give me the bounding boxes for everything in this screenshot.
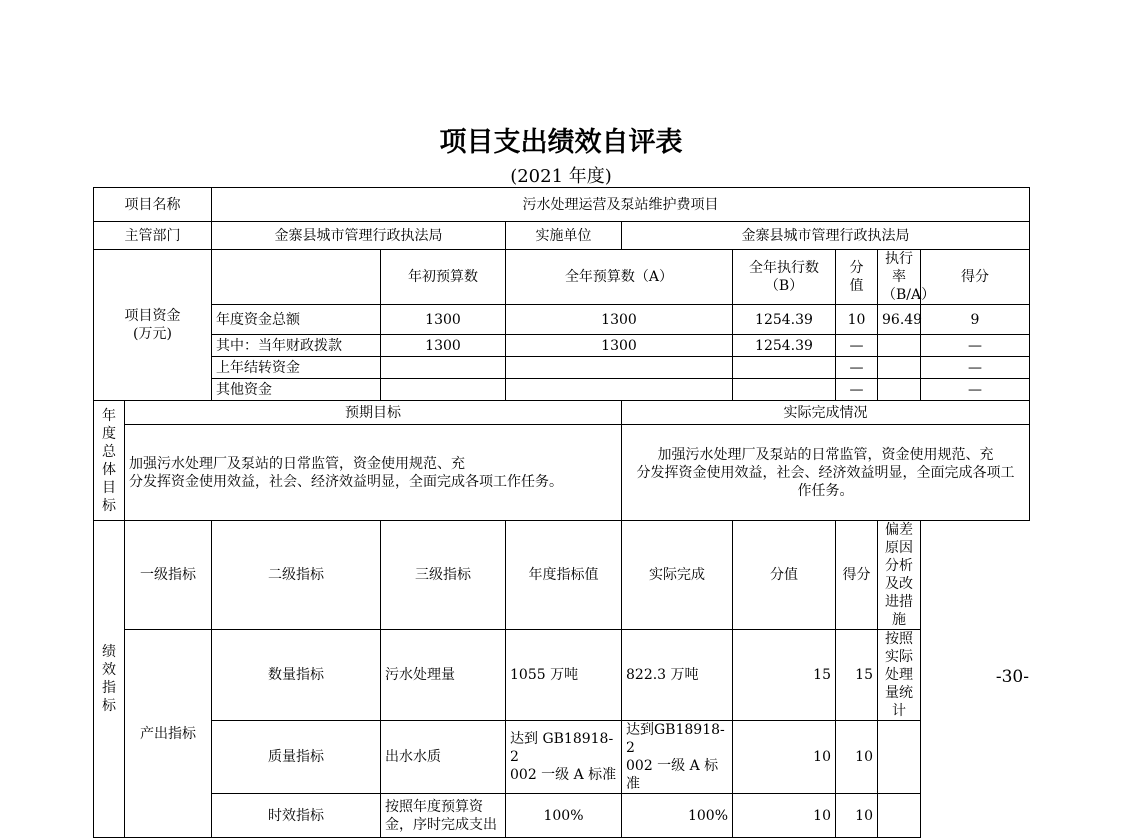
funds-header-executed (733, 250, 836, 305)
funds-row-executed: 1254.39 (733, 335, 836, 357)
indicator-header-score: 得分 (836, 521, 878, 630)
funds-row-annual (506, 379, 733, 401)
funds-label-unit: (万元) (133, 326, 172, 342)
indicator-row (94, 794, 1030, 838)
funds-row-rate (878, 335, 921, 357)
funds-row-score: — (921, 335, 1030, 357)
indicator-header-level1: 一级指标 (125, 521, 212, 630)
goal-side-label: 年 度 总 体 目 标 (94, 401, 125, 521)
funds-header-rate (878, 250, 936, 305)
funds-row-annual (506, 357, 733, 379)
funds-row-rate (878, 379, 921, 401)
indicator-score-value: 15 (733, 630, 836, 721)
funds-row-name: 上年结转资金 (212, 357, 381, 379)
funds-row-rate (878, 357, 921, 379)
indicator-header-score-value: 分值 (733, 521, 836, 630)
indicator-header-target: 年度指标值 (506, 521, 622, 630)
indicator-level3: 按照年度预算资 金，序时完成支出 (381, 794, 506, 838)
goal-expected-text: 加强污水处理厂及泵站的日常监管，资金使用规范、充 分发挥资金使用效益，社会、经济效益明显，全面完成各项工作任务。 (125, 425, 622, 521)
impl-label: 实施单位 (506, 222, 622, 250)
goal-content-row (94, 425, 1030, 521)
indicator-note (878, 721, 921, 794)
project-name-value: 污水处理运营及泵站维护费项目 (212, 188, 1030, 222)
indicator-level3: 出水水质 (381, 721, 506, 794)
funds-row-score: — (921, 357, 1030, 379)
funds-row-score: 9 (921, 305, 1030, 335)
funds-header-rate-l1: 执行率 (885, 251, 913, 285)
funds-header-row (94, 250, 1030, 305)
indicator-score: 10 (836, 794, 878, 838)
indicator-level2: 质量指标 (212, 721, 381, 794)
page-title: 项目支出绩效自评表 (439, 127, 683, 158)
project-name-label: 项目名称 (94, 188, 212, 222)
funds-header-annual: 全年预算数（A） (506, 250, 733, 305)
funds-row-annual: 1300 (506, 335, 733, 357)
funds-row-rate: 96.49 (878, 305, 921, 335)
funds-header-score-value (836, 250, 878, 305)
funds-header-executed-l2: （B） (764, 278, 804, 294)
indicator-score: 15 (836, 630, 878, 721)
funds-label (94, 250, 212, 401)
funds-row-score-value: — (836, 335, 878, 357)
funds-header-initial: 年初预算数 (381, 250, 506, 305)
funds-row-score-value: — (836, 379, 878, 401)
funds-row-score: — (921, 379, 1030, 401)
project-name-row (94, 188, 1030, 222)
funds-row-executed (733, 379, 836, 401)
funds-row (94, 305, 1030, 335)
funds-header-score-value-l2: 值 (849, 278, 864, 294)
indicator-note: 按照实际处理量统计 (878, 630, 921, 721)
dept-label: 主管部门 (94, 222, 212, 250)
funds-header-executed-l1: 全年执行数 (749, 260, 819, 276)
indicator-row (94, 630, 1030, 721)
indicator-header-level3: 三级指标 (381, 521, 506, 630)
indicator-actual: 达到GB18918-2 002 一级 A 标准 (622, 721, 733, 794)
goal-actual-label: 实际完成情况 (622, 401, 1030, 425)
funds-row-initial (381, 357, 506, 379)
indicator-level2: 时效指标 (212, 794, 381, 838)
evaluation-table (93, 187, 1030, 838)
indicator-target: 100% (506, 794, 622, 838)
goal-actual-text: 加强污水处理厂及泵站的日常监管，资金使用规范、充 分发挥资金使用效益，社会、经济效益明显，全面完成各项工 作任务。 (622, 425, 1030, 521)
indicator-side-label: 绩 效 指 标 (94, 521, 125, 838)
indicator-score: 10 (836, 721, 878, 794)
funds-header-score-value-l1: 分 (849, 260, 864, 276)
dept-value: 金寨县城市管理行政执法局 (212, 222, 506, 250)
funds-row-name: 其他资金 (212, 379, 381, 401)
funds-row-initial: 1300 (381, 305, 506, 335)
indicator-actual: 100% (622, 794, 733, 838)
funds-row (94, 335, 1030, 357)
funds-header-blank (212, 250, 381, 305)
funds-row-annual: 1300 (506, 305, 733, 335)
funds-row-name: 其中：当年财政拨款 (212, 335, 381, 357)
indicator-level3: 污水处理量 (381, 630, 506, 721)
indicator-row (94, 721, 1030, 794)
dept-row (94, 222, 1030, 250)
funds-row-name: 年度资金总额 (212, 305, 381, 335)
impl-value: 金寨县城市管理行政执法局 (622, 222, 1030, 250)
indicator-target: 达到 GB18918-2 002 一级 A 标准 (506, 721, 622, 794)
indicator-actual: 822.3 万吨 (622, 630, 733, 721)
indicator-header-level2: 二级指标 (212, 521, 381, 630)
indicator-level2: 数量指标 (212, 630, 381, 721)
indicator-level1: 产出指标 (125, 630, 212, 838)
funds-row (94, 357, 1030, 379)
indicator-score-value: 10 (733, 794, 836, 838)
indicator-note (878, 794, 921, 838)
funds-row-initial: 1300 (381, 335, 506, 357)
funds-row-score-value: 10 (836, 305, 878, 335)
goal-header-row (94, 401, 1030, 425)
funds-row-initial (381, 379, 506, 401)
indicator-header-actual: 实际完成 (622, 521, 733, 630)
indicator-header-row (94, 521, 1030, 630)
funds-row-executed: 1254.39 (733, 305, 836, 335)
funds-row-score-value: — (836, 357, 878, 379)
funds-row-executed (733, 357, 836, 379)
funds-header-score: 得分 (921, 250, 1030, 305)
funds-header-rate-l2: （B/A） (882, 287, 936, 303)
page-number: -30- (995, 667, 1029, 687)
page-subtitle: (2021 年度) (510, 166, 612, 187)
indicator-header-note: 偏差原因分析及改进措施 (878, 521, 921, 630)
indicator-target: 1055 万吨 (506, 630, 622, 721)
funds-label-text: 项目资金 (124, 308, 181, 324)
indicator-score-value: 10 (733, 721, 836, 794)
funds-row (94, 379, 1030, 401)
goal-expected-label: 预期目标 (125, 401, 622, 425)
